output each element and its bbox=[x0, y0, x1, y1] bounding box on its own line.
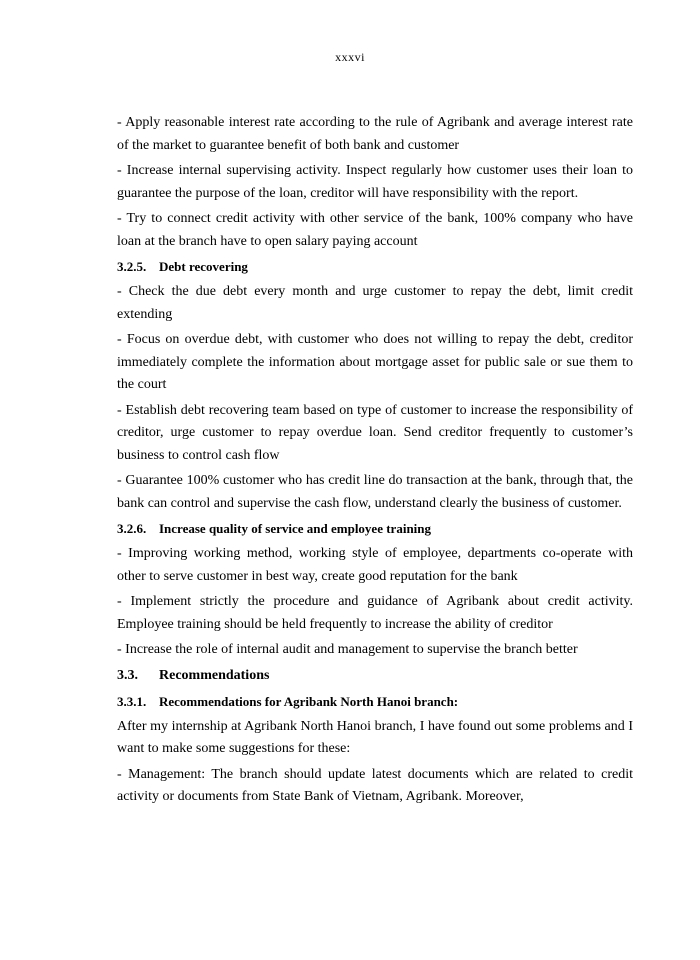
paragraph-internal-supervising: - Increase internal supervising activity. Inspect regularly how customer uses their loan to guarantee the purpose of the loan, creditor will have responsibility with the report. bbox=[117, 163, 633, 201]
section-number: 3.3.1. bbox=[117, 693, 147, 709]
paragraph-procedure-guidance: - Implement strictly the procedure and guidance of Agribank about credit activity. Employee training should be held frequently to increase the ability of creditor bbox=[117, 594, 633, 632]
page-number: xxxvi bbox=[335, 50, 365, 64]
section-title: Debt recovering bbox=[159, 259, 248, 274]
paragraph-check-due-debt: - Check the due debt every month and urge customer to repay the debt, limit credit extending bbox=[117, 284, 633, 322]
paragraph-working-method: - Improving working method, working style of employee, departments co-operate with other to serve customer in best way, create good reputation for the bank bbox=[117, 546, 633, 584]
section-number: 3.3. bbox=[117, 667, 138, 683]
section-number: 3.2.5. bbox=[117, 259, 147, 274]
section-heading-3-3 bbox=[117, 665, 633, 687]
paragraph-connect-credit: - Try to connect credit activity with other service of the bank, 100% company who have loan at the branch have to open salary paying account bbox=[117, 211, 633, 249]
paragraph-recovery-team: - Establish debt recovering team based on type of customer to increase the responsibility of creditor, urge customer to repay overdue loan. Send creditor frequently to customer’s business to control cash flow bbox=[117, 402, 633, 463]
section-title: Increase quality of service and employee training bbox=[159, 521, 432, 536]
paragraph-internship-intro: After my internship at Agribank North Hanoi branch, I have found out some problems and I want to make some suggestions for these: bbox=[117, 718, 633, 756]
paragraph-interest-rate: - Apply reasonable interest rate according to the rule of Agribank and average interest rate of the market to guarantee benefit of both bank and customer bbox=[117, 115, 633, 153]
paragraph-overdue-debt: - Focus on overdue debt, with customer who does not willing to repay the debt, creditor immediately complete the information about mortgage asset for public sale or sue them to the court bbox=[117, 332, 633, 392]
paragraph-credit-line: - Guarantee 100% customer who has credit line do transaction at the bank, through that, the bank can control and supervise the cash flow, understand clearly the business of customer. bbox=[117, 473, 633, 511]
paragraph-management: - Management: The branch should update latest documents which are related to credit activity or documents from State Bank of Vietnam, Agribank. Moreover, bbox=[117, 766, 633, 804]
section-heading-3-3-1 bbox=[117, 691, 633, 713]
paragraph-internal-audit: - Increase the role of internal audit and management to supervise the branch better bbox=[117, 642, 578, 657]
section-number: 3.2.6. bbox=[117, 521, 147, 536]
section-heading-3-2-5 bbox=[117, 256, 633, 278]
document-body bbox=[117, 112, 633, 812]
section-heading-3-2-6 bbox=[117, 518, 633, 540]
section-title: Recommendations for Agribank North Hanoi branch: bbox=[159, 693, 459, 709]
section-title: Recommendations bbox=[159, 667, 270, 683]
